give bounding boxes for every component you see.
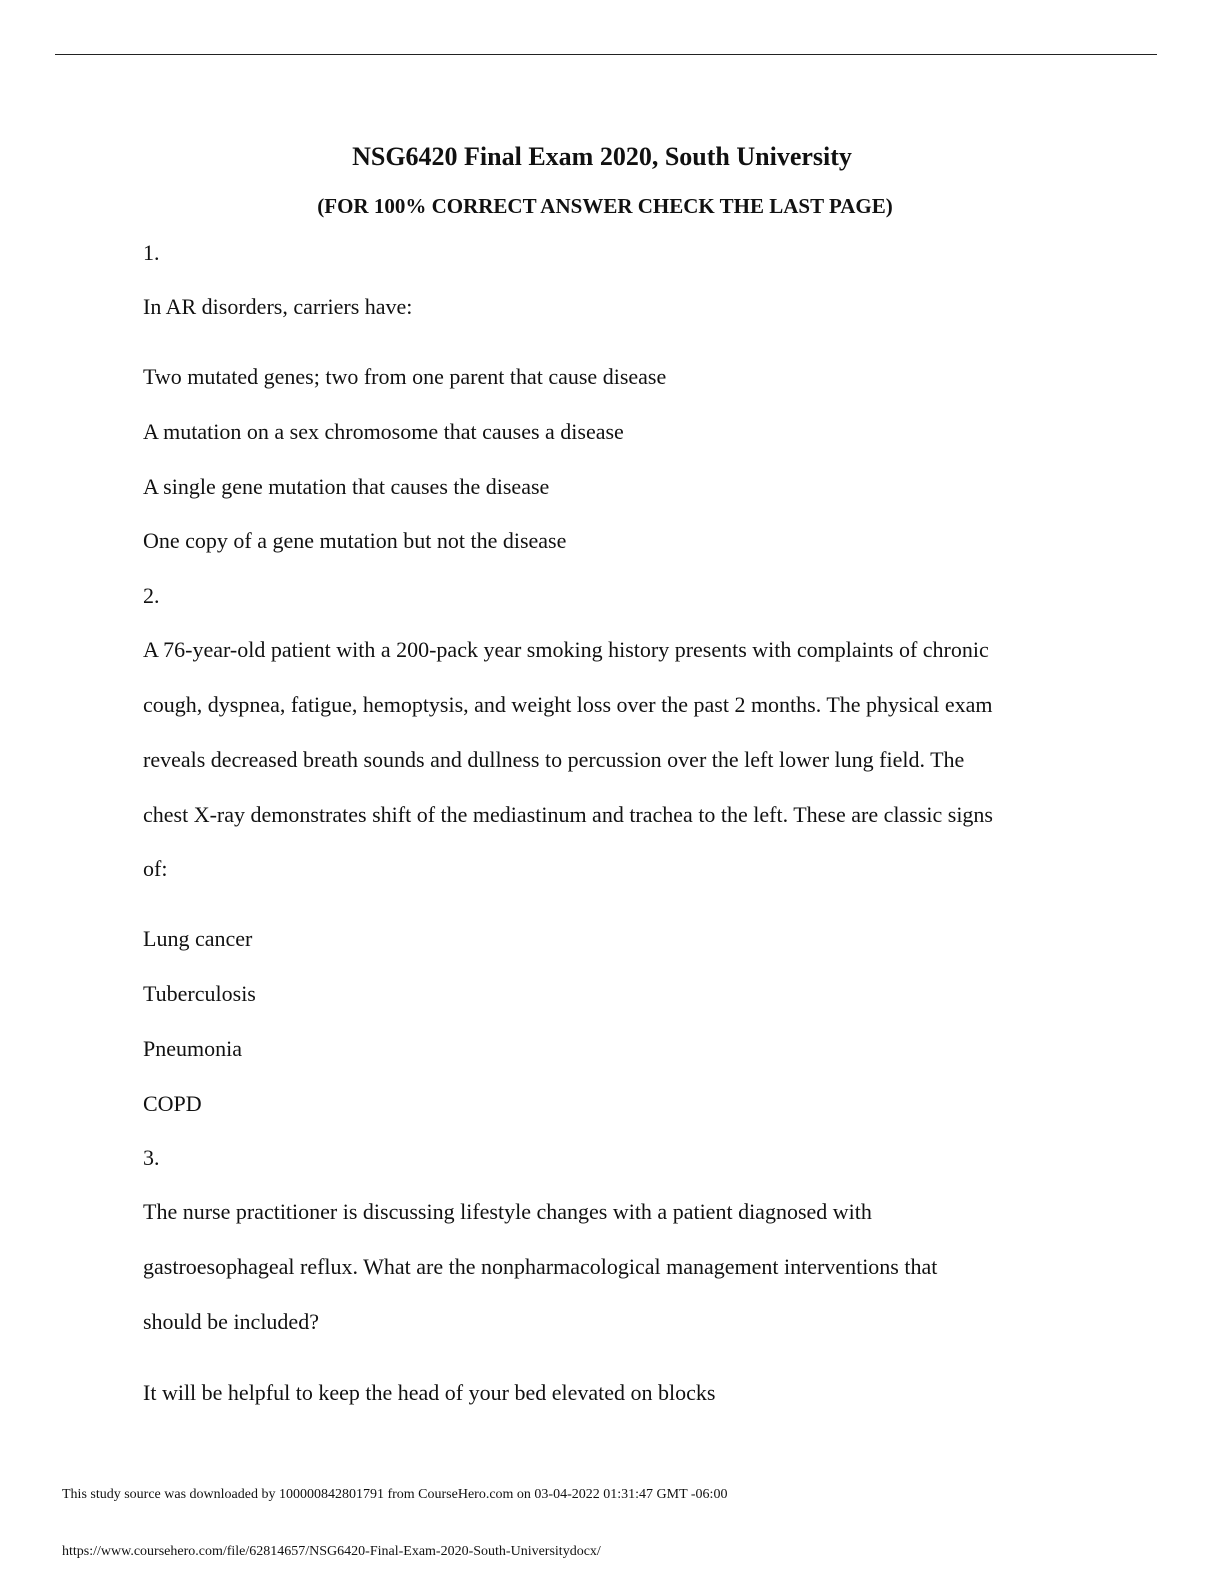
question-stem: reveals decreased breath sounds and dullness to percussion over the left lower lung field. The bbox=[143, 747, 965, 772]
header-rule bbox=[55, 54, 1157, 55]
answer-option: It will be helpful to keep the head of your bed elevated on blocks bbox=[143, 1380, 716, 1405]
answer-option: A mutation on a sex chromosome that causes a disease bbox=[143, 419, 624, 444]
question-stem: The nurse practitioner is discussing lifestyle changes with a patient diagnosed with bbox=[143, 1199, 872, 1224]
answer-option: Pneumonia bbox=[143, 1036, 242, 1061]
question-number: 2. bbox=[143, 583, 160, 608]
question-stem: should be included? bbox=[143, 1309, 319, 1334]
answer-option: COPD bbox=[143, 1091, 202, 1116]
question-stem: cough, dyspnea, fatigue, hemoptysis, and weight loss over the past 2 months. The physical exam bbox=[143, 692, 993, 717]
document-subtitle: (FOR 100% CORRECT ANSWER CHECK THE LAST PAGE) bbox=[317, 194, 893, 218]
answer-option: Tuberculosis bbox=[143, 981, 256, 1006]
question-number: 3. bbox=[143, 1145, 160, 1170]
answer-option: A single gene mutation that causes the disease bbox=[143, 474, 550, 499]
document-title: NSG6420 Final Exam 2020, South University bbox=[352, 142, 852, 171]
answer-option: One copy of a gene mutation but not the disease bbox=[143, 528, 567, 553]
answer-option: Two mutated genes; two from one parent that cause disease bbox=[143, 364, 667, 389]
question-stem: of: bbox=[143, 856, 168, 881]
question-stem: In AR disorders, carriers have: bbox=[143, 294, 413, 319]
question-number: 1. bbox=[143, 240, 160, 265]
download-notice: This study source was downloaded by 100000842801791 from CourseHero.com on 03-04-2022 01:31:47 GMT -06:00 bbox=[62, 1487, 728, 1502]
answer-option: Lung cancer bbox=[143, 926, 253, 951]
question-stem: chest X-ray demonstrates shift of the mediastinum and trachea to the left. These are classic signs bbox=[143, 802, 993, 827]
source-url-link[interactable]: https://www.coursehero.com/file/62814657/NSG6420-Final-Exam-2020-South-Universitydocx/ bbox=[62, 1544, 601, 1559]
question-stem: gastroesophageal reflux. What are the nonpharmacological management interventions that bbox=[143, 1254, 938, 1279]
question-stem: A 76-year-old patient with a 200-pack year smoking history presents with complaints of chronic bbox=[143, 637, 989, 662]
